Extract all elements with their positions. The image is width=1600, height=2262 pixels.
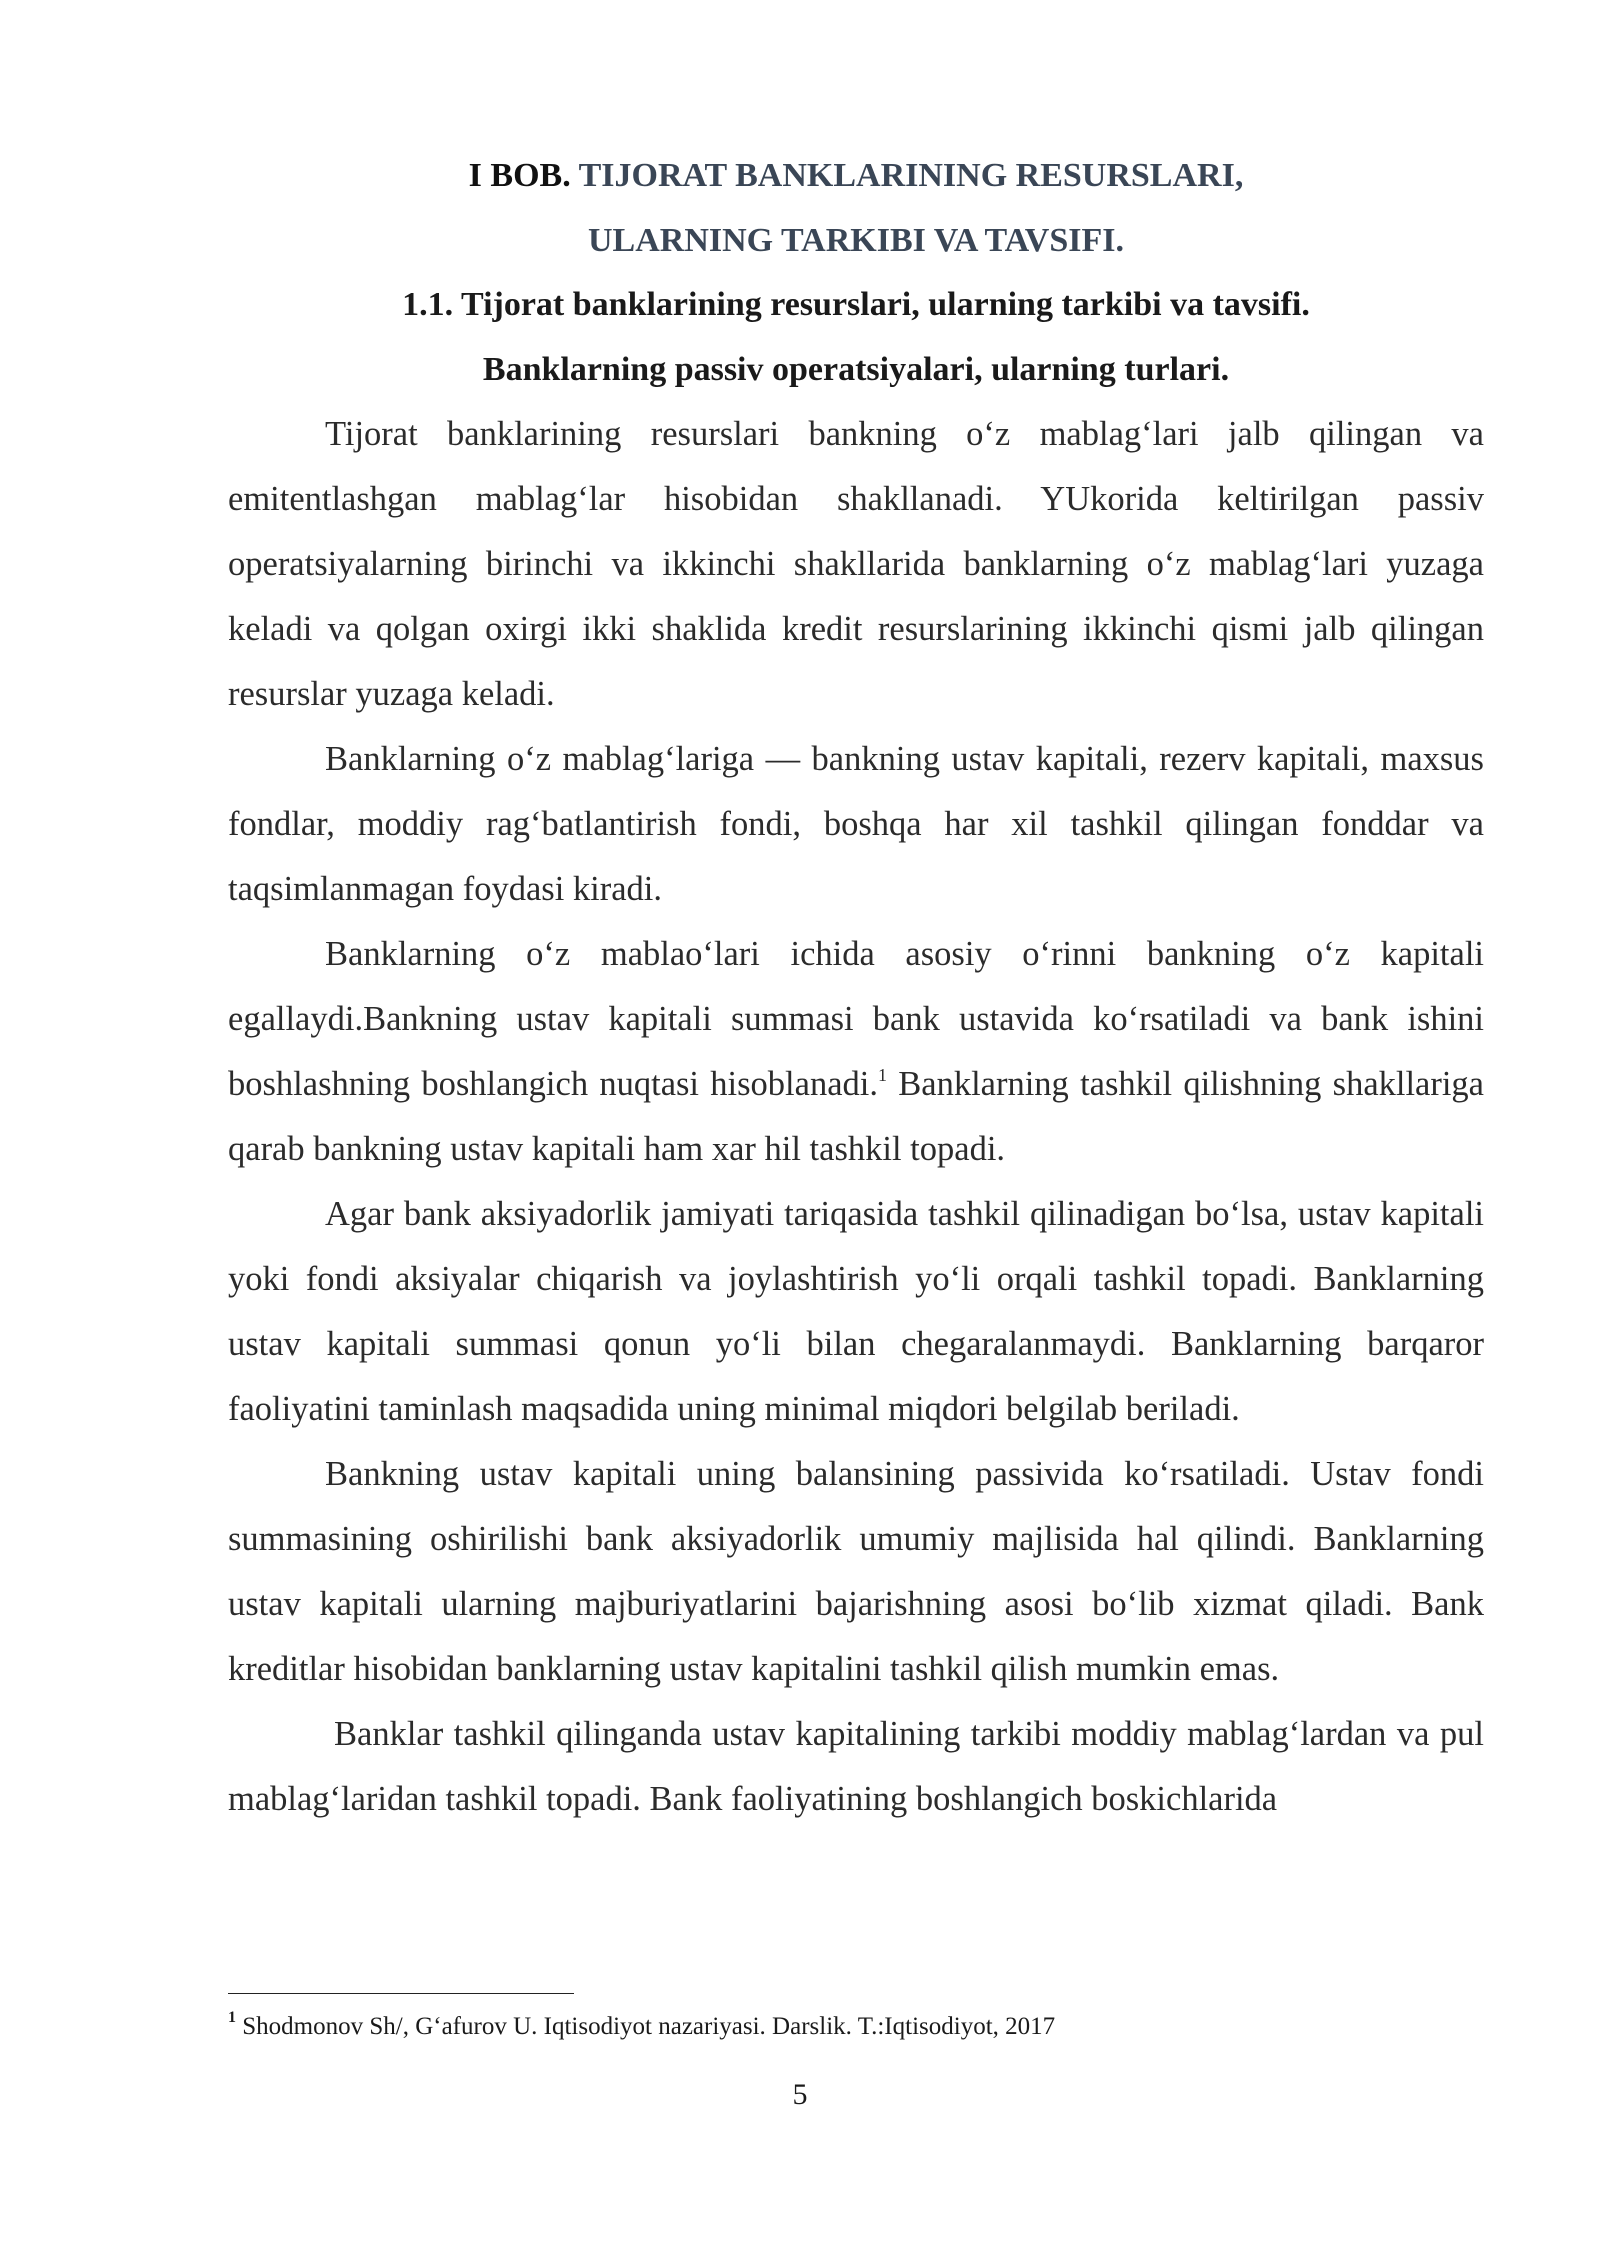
- footnote-separator: [228, 1993, 574, 1994]
- footnote: [228, 2010, 1484, 2044]
- footnote-text: Shodmonov Sh/, G‘afurov U. Iqtisodiyot nazariyasi. Darslik. T.:Iqtisodiyot, 2017: [236, 2013, 1056, 2040]
- footnote-marker: 1: [228, 2008, 236, 2026]
- paragraph-4: Agar bank aksiyadorlik jamiyati tariqasida tashkil qilinadigan bo‘lsa, ustav kapitali yoki fondi aksiyalar chiqarish va joylashtirish yo‘li orqali tashkil topadi. Banklarning ustav kapitali summasi qonun yo‘li bilan chegaralanmaydi. Banklarning barqaror faoliyatini taminlash maqsadida uning minimal miqdori belgilab beriladi.: [228, 1195, 1484, 1428]
- chapter-title-line-1: [228, 143, 1484, 208]
- chapter-title-line-2: ULARNING TARKIBI VA TAVSIFI.: [588, 222, 1124, 259]
- paragraph-1: Tijorat banklarining resurslari bankning o‘z mablag‘lari jalb qilingan va emitentlashgan mablag‘lar hisobidan shakllanadi. YUkorida keltirilgan passiv operatsiyalarning birinchi va ikkinchi shakllarida banklarning o‘z mablag‘lari yuzaga keladi va qolgan oxirgi ikki shaklida kredit resurslarining ikkinchi qismi jalb qilingan resurslar yuzaga keladi.: [228, 415, 1484, 713]
- paragraph-3-text-before-ref: Banklarning o‘z mablao‘lari ichida asosiy o‘rinni bankning o‘z kapitali egallaydi.Bankning ustav kapitali summasi bank ustavida ko‘rsatiladi va bank ishini boshlashning boshlangich nuqtasi hisoblanadi.: [228, 935, 1484, 1103]
- chapter-title-text: TIJORAT BANKLARINING RESURSLARI,: [570, 157, 1244, 194]
- subsection-title: Banklarning passiv operatsiyalari, ularning turlari.: [482, 351, 1230, 388]
- paragraph-3: [228, 922, 1484, 1182]
- paragraph-6: Banklar tashkil qilinganda ustav kapitalining tarkibi moddiy mablag‘lardan va pul mablag‘laridan tashkil topadi. Bank faoliyatining boshlangich boskichlarida: [228, 1715, 1484, 1818]
- body-text: [228, 402, 1484, 1832]
- paragraph-2: Banklarning o‘z mablag‘lariga — bankning ustav kapitali, rezerv kapitali, maxsus fondlar, moddiy rag‘batlantirish fondi, boshqa har xil tashkil qilingan fonddar va taqsimlanmagan foydasi kiradi.: [228, 740, 1484, 908]
- paragraph-5: Bankning ustav kapitali uning balansining passivida ko‘rsatiladi. Ustav fondi summasining oshirilishi bank aksiyadorlik umumiy majlisida hal qilindi. Banklarning ustav kapitali ularning majburiyatlarini bajarishning asosi bo‘lib xizmat qiladi. Bank kreditlar hisobidan banklarning ustav kapitalini tashkil qilish mumkin emas.: [228, 1455, 1484, 1688]
- section-title: 1.1. Tijorat banklarining resurslari, ularning tarkibi va tavsifi.: [402, 286, 1310, 323]
- page-number: 5: [792, 2078, 808, 2111]
- chapter-label: I BOB.: [468, 157, 571, 194]
- paragraph-3-text-after-ref: Banklarning tashkil qilishning shakllariga qarab bankning ustav kapitali ham xar hil tashkil topadi.: [228, 1065, 1484, 1168]
- footnote-reference[interactable]: 1: [877, 1064, 887, 1085]
